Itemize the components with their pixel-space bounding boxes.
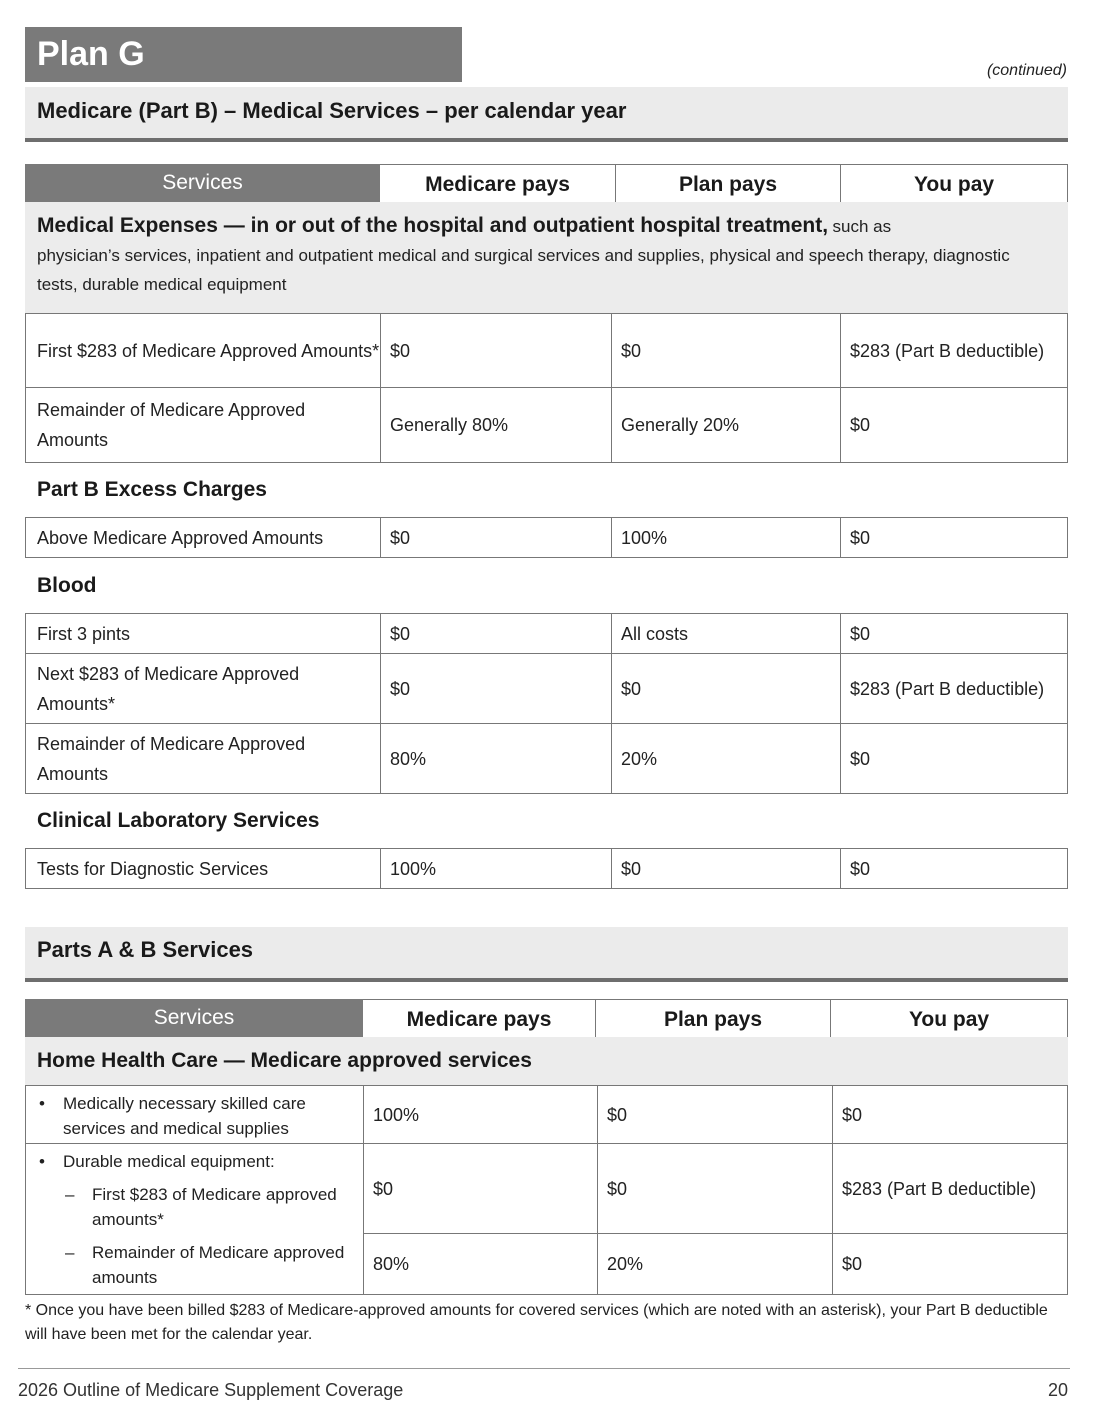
- sub-row: [364, 1144, 1067, 1234]
- you-pay-cell: $0: [850, 527, 871, 548]
- you-pay-cell: $283 (Part B deductible): [842, 1178, 1037, 1199]
- service-cell: Remainder of Medicare Approved Amounts: [26, 724, 381, 793]
- column-header-plan-pays: Plan pays: [596, 999, 831, 1037]
- plan-pays-cell: Generally 20%: [612, 388, 841, 462]
- plan-pays-cell: $0: [612, 849, 841, 888]
- service-cell: Tests for Diagnostic Services: [26, 849, 381, 888]
- group-medical-expenses: [25, 202, 1068, 313]
- medical-expenses-heading: [37, 212, 1068, 241]
- bullet-item: • Durable medical equipment:: [37, 1149, 363, 1174]
- medicare-pays-cell: 100%: [381, 849, 612, 888]
- service-cell: Remainder of Medicare Approved Amounts: [26, 388, 381, 462]
- group-clinical-lab: [25, 794, 1068, 848]
- column-header-you-pay: You pay: [841, 164, 1068, 202]
- group-excess-charges: [25, 463, 1068, 517]
- plan-pays-cell: 100%: [612, 518, 841, 557]
- footnote: * Once you have been billed $283 of Medicare-approved amounts for covered services (which are noted with an asterisk), your Part B deductible will have been met for the calendar year.: [25, 1302, 1048, 1343]
- column-header-plan-pays: Plan pays: [616, 164, 841, 202]
- section-title-part-b: Medicare (Part B) – Medical Services – per calendar year: [25, 87, 1068, 142]
- medical-expenses-title: Medical Expenses — in or out of the hospital and outpatient hospital treatment,: [37, 214, 829, 237]
- you-pay-cell: $0: [850, 415, 871, 435]
- plan-pays-cell: $0: [612, 654, 841, 723]
- plan-title: Plan G: [25, 27, 462, 82]
- column-header-services: Services: [25, 164, 380, 202]
- service-cell: [26, 1086, 364, 1143]
- section-title-parts-ab: Parts A & B Services: [25, 927, 1068, 982]
- you-pay-cell: $0: [842, 1254, 863, 1274]
- group-home-health: [25, 1037, 1068, 1085]
- clinical-lab-title: Clinical Laboratory Services: [37, 809, 320, 832]
- sub-bullet-item: – Remainder of Medicare approved amounts: [37, 1240, 363, 1290]
- sub-row: [364, 1234, 1067, 1294]
- table-row: [25, 613, 1068, 654]
- table-row: [25, 1085, 1068, 1144]
- table-row: [25, 848, 1068, 889]
- table-row: [25, 517, 1068, 558]
- you-pay-cell: $0: [850, 748, 871, 769]
- plan-pays-cell: $0: [612, 314, 841, 387]
- service-cell: First 3 pints: [26, 614, 381, 653]
- service-cell: [26, 1144, 364, 1294]
- medicare-pays-cell: Generally 80%: [381, 388, 612, 462]
- medicare-pays-cell: 80%: [364, 1234, 598, 1294]
- blood-title: Blood: [37, 574, 97, 597]
- column-header-medicare-pays: Medicare pays: [380, 164, 616, 202]
- you-pay-cell: $283 (Part B deductible): [850, 678, 1045, 699]
- column-header-services: Services: [25, 999, 363, 1037]
- service-cell: Above Medicare Approved Amounts: [26, 518, 381, 557]
- sub-bullet-item: – First $283 of Medicare approved amounts*: [37, 1182, 363, 1232]
- split-cells: [364, 1144, 1067, 1294]
- footer-title: 2026 Outline of Medicare Supplement Coverage: [18, 1380, 404, 1400]
- column-header-medicare-pays: Medicare pays: [363, 999, 596, 1037]
- you-pay-cell: $0: [842, 1104, 863, 1125]
- plan-pays-cell: $0: [598, 1086, 833, 1143]
- you-pay-cell: $0: [850, 858, 871, 879]
- table-row: [25, 1144, 1068, 1295]
- column-header-you-pay: You pay: [831, 999, 1068, 1037]
- medicare-pays-cell: $0: [364, 1144, 598, 1233]
- bullet-item: • Medically necessary skilled care services and medical supplies: [37, 1091, 363, 1141]
- footer-divider: [18, 1368, 1070, 1369]
- medicare-pays-cell: $0: [381, 654, 612, 723]
- medicare-pays-cell: 100%: [364, 1086, 598, 1143]
- medical-expenses-desc-inline: such as: [832, 217, 892, 236]
- medicare-pays-cell: $0: [381, 314, 612, 387]
- excess-charges-title: Part B Excess Charges: [37, 478, 267, 501]
- table-row: [25, 313, 1068, 388]
- continued-label: (continued): [986, 62, 1067, 79]
- plan-pays-cell: $0: [598, 1144, 833, 1233]
- you-pay-cell: $0: [850, 623, 871, 644]
- group-blood: [25, 558, 1068, 613]
- service-cell: Next $283 of Medicare Approved Amounts*: [26, 654, 381, 723]
- medicare-pays-cell: $0: [381, 518, 612, 557]
- medicare-pays-cell: 80%: [381, 724, 612, 793]
- page-number: 20: [1047, 1380, 1068, 1400]
- table-row: [25, 724, 1068, 794]
- service-cell: First $283 of Medicare Approved Amounts*: [26, 314, 381, 387]
- plan-pays-cell: 20%: [598, 1234, 833, 1294]
- you-pay-cell: $283 (Part B deductible): [850, 340, 1045, 361]
- table-row: [25, 654, 1068, 724]
- plan-pays-cell: 20%: [612, 724, 841, 793]
- table-row: [25, 388, 1068, 463]
- plan-pays-cell: All costs: [612, 614, 841, 653]
- medicare-pays-cell: $0: [381, 614, 612, 653]
- home-health-title: Home Health Care — Medicare approved services: [37, 1049, 532, 1072]
- medical-expenses-description: physician’s services, inpatient and outpatient medical and surgical services and supplies, physical and speech therapy, diagnostic tests, durable medical equipment: [37, 246, 1010, 294]
